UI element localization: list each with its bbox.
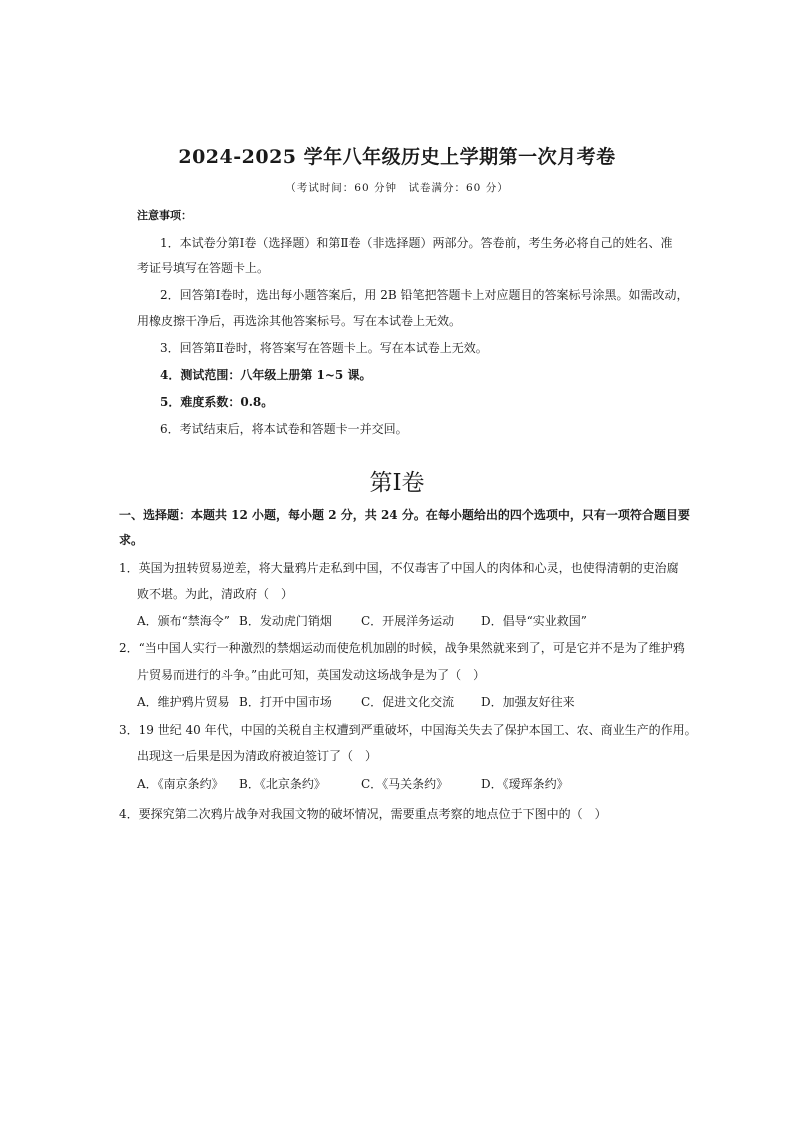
notice-line: 4．测试范围：八年级上册第 1~5 课。 bbox=[160, 368, 372, 382]
question-options bbox=[137, 613, 587, 629]
question-options bbox=[137, 694, 575, 710]
notice-line: 6．考试结束后，将本试卷和答题卡一并交回。 bbox=[160, 422, 408, 436]
option-a[interactable]: A．颁布“禁海令” bbox=[137, 614, 230, 628]
option-a[interactable]: A．维护鸦片贸易 bbox=[137, 695, 230, 709]
question-options bbox=[137, 776, 569, 792]
option-b[interactable]: B．《北京条约》 bbox=[239, 777, 326, 791]
question-stem: 2．“当中国人实行一种激烈的禁烟运动而使危机加剧的时候，战争果然就来到了，可是它并不是为了维护鸦 bbox=[119, 641, 685, 655]
option-c[interactable]: C．《马关条约》 bbox=[361, 777, 449, 791]
exam-subtitle: （考试时间：60 分钟 试卷满分：60 分） bbox=[285, 182, 509, 194]
exam-title: 2024-2025 学年八年级历史上学期第一次月考卷 bbox=[178, 146, 616, 168]
instruction-line: 求。 bbox=[119, 533, 144, 547]
option-b[interactable]: B．打开中国市场 bbox=[239, 695, 332, 709]
option-d[interactable]: D．《瑷珲条约》 bbox=[481, 777, 569, 791]
notice-heading: 注意事项： bbox=[137, 209, 192, 222]
notice-line: 1．本试卷分第Ⅰ卷（选择题）和第Ⅱ卷（非选择题）两部分。答卷前，考生务必将自己的姓名、准 bbox=[160, 236, 673, 250]
option-a[interactable]: A．《南京条约》 bbox=[137, 777, 224, 791]
notice-line: 用橡皮擦干净后，再选涂其他答案标号。写在本试卷上无效。 bbox=[137, 314, 462, 328]
option-d[interactable]: D．加强友好往来 bbox=[481, 695, 575, 709]
question-stem: 败不堪。为此，清政府（ ） bbox=[137, 587, 294, 601]
notice-line: 2．回答第Ⅰ卷时，选出每小题答案后，用 2B 铅笔把答题卡上对应题目的答案标号涂黑。如需改动， bbox=[160, 288, 689, 302]
option-c[interactable]: C．促进文化交流 bbox=[361, 695, 455, 709]
notice-line: 考证号填写在答题卡上。 bbox=[137, 261, 270, 275]
option-b[interactable]: B．发动虎门销烟 bbox=[239, 614, 332, 628]
question-stem: 3．19 世纪 40 年代，中国的关税自主权遭到严重破坏，中国海关失去了保护本国工、农、商业生产的作用。 bbox=[119, 723, 697, 737]
question-stem: 出现这一后果是因为清政府被迫签订了（ ） bbox=[137, 749, 378, 763]
notice-line: 5．难度系数：0.8。 bbox=[160, 395, 274, 409]
option-c[interactable]: C．开展洋务运动 bbox=[361, 614, 455, 628]
question-stem: 4．要探究第二次鸦片战争对我国文物的破坏情况，需要重点考察的地点位于下图中的（ ） bbox=[119, 807, 607, 821]
instruction-line: 一、选择题：本题共 12 小题，每小题 2 分，共 24 分。在每小题给出的四个选项中，只有一项符合题目要 bbox=[119, 508, 690, 522]
question-stem: 片贸易而进行的斗争。”由此可知，英国发动这场战争是为了（ ） bbox=[137, 668, 486, 682]
question-stem: 1．英国为扭转贸易逆差，将大量鸦片走私到中国，不仅毒害了中国人的肉体和心灵，也使得清朝的吏治腐 bbox=[119, 561, 679, 575]
option-d[interactable]: D．倡导“实业救国” bbox=[481, 614, 587, 628]
section-title: 第Ⅰ卷 bbox=[369, 470, 425, 496]
notice-line: 3．回答第Ⅱ卷时，将答案写在答题卡上。写在本试卷上无效。 bbox=[160, 341, 488, 355]
